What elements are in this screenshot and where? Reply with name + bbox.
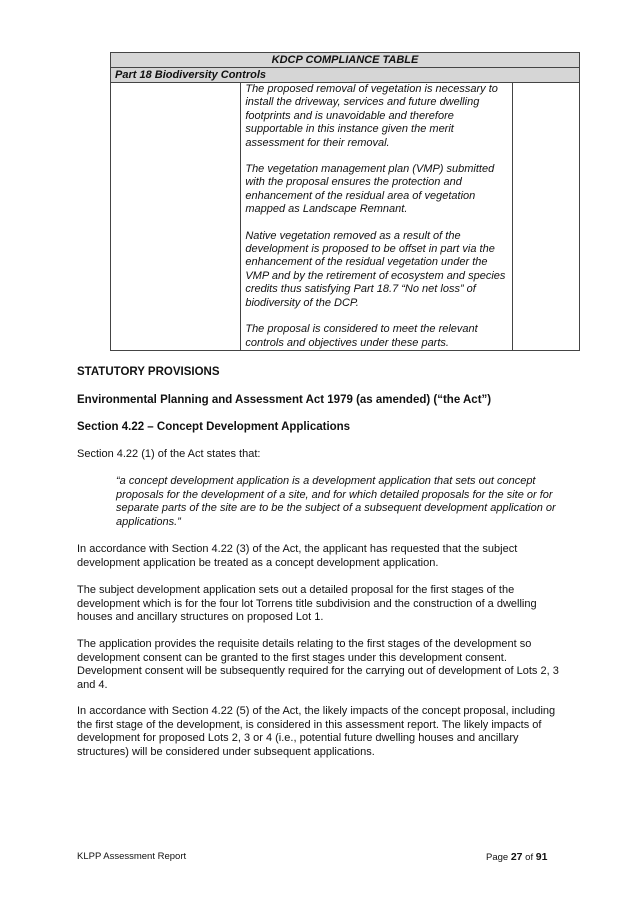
act-quote: “a concept development application is a development application that sets out concept proposals for the development of a site, and for which detailed proposals for the site or for separate parts of the site are to be the subject of a subsequent development application or applications.”	[116, 475, 556, 528]
footer-page-label: Page	[486, 852, 509, 863]
footer-page-current: 27	[510, 851, 523, 863]
table-title-row	[111, 53, 580, 68]
heading-statutory-provisions: STATUTORY PROVISIONS	[77, 366, 220, 378]
footer-page-number	[486, 851, 547, 863]
table-paragraph: The proposed removal of vegetation is necessary to install the driveway, services and future dwelling footprints and is unavoidable and therefore supportable in this instance given the merit assessment for their removal.	[245, 83, 498, 149]
body-paragraph-4: In accordance with Section 4.22 (5) of the Act, the likely impacts of the concept proposal, including the first stage of the development, is considered in this assessment report. The likely impacts of development for proposed Lots 2, 3 or 4 (i.e., potential future dwelling houses and ancillary structures) will be considered under subsequent applications.	[77, 705, 556, 758]
table-paragraph: The vegetation management plan (VMP) submitted with the proposal ensures the protection and enhancement of the residual area of vegetation mapped as Landscape Remnant.	[245, 163, 495, 216]
footer-report-name: KLPP Assessment Report	[77, 851, 187, 862]
table-title: KDCP COMPLIANCE TABLE	[111, 53, 580, 68]
heading-section-4-22: Section 4.22 – Concept Development Applications	[77, 421, 351, 433]
table-cell-empty-right	[513, 83, 580, 351]
heading-act: Environmental Planning and Assessment Act 1979 (as amended) (“the Act”)	[77, 394, 492, 406]
table-section-heading: Part 18 Biodiversity Controls	[111, 68, 580, 83]
table-row	[111, 83, 580, 351]
table-cell-empty-left	[111, 83, 241, 351]
compliance-table	[110, 52, 580, 351]
body-paragraph-1: In accordance with Section 4.22 (3) of the Act, the applicant has requested that the subject development application be treated as a concept development application.	[77, 543, 518, 569]
table-paragraph: Native vegetation removed as a result of the development is proposed to be offset in part via the enhancement of the residual vegetation under the VMP and by the retirement of ecosystem and species credits thus satisfying Part 18.7 “No net loss” of biodiversity of the DCP.	[245, 229, 506, 309]
footer-page-total: 91	[535, 851, 548, 863]
footer-page-of: of	[525, 852, 534, 863]
body-paragraph-2: The subject development application sets out a detailed proposal for the first stages of the development which is for the four lot Torrens title subdivision and the construction of a dwelling houses and ancillary structures on proposed Lot 1.	[77, 584, 537, 624]
table-paragraph: The proposal is considered to meet the relevant controls and objectives under these parts.	[245, 323, 478, 349]
table-cell-comments	[241, 83, 513, 351]
table-section-row	[111, 68, 580, 83]
body-paragraph-3: The application provides the requisite details relating to the first stages of the development so development consent can be granted to the first stages under this development consent. Development consent will be subsequently required for the carrying out of development of Lots 2, 3 and 4.	[77, 638, 559, 691]
intro-paragraph: Section 4.22 (1) of the Act states that:	[77, 448, 261, 460]
